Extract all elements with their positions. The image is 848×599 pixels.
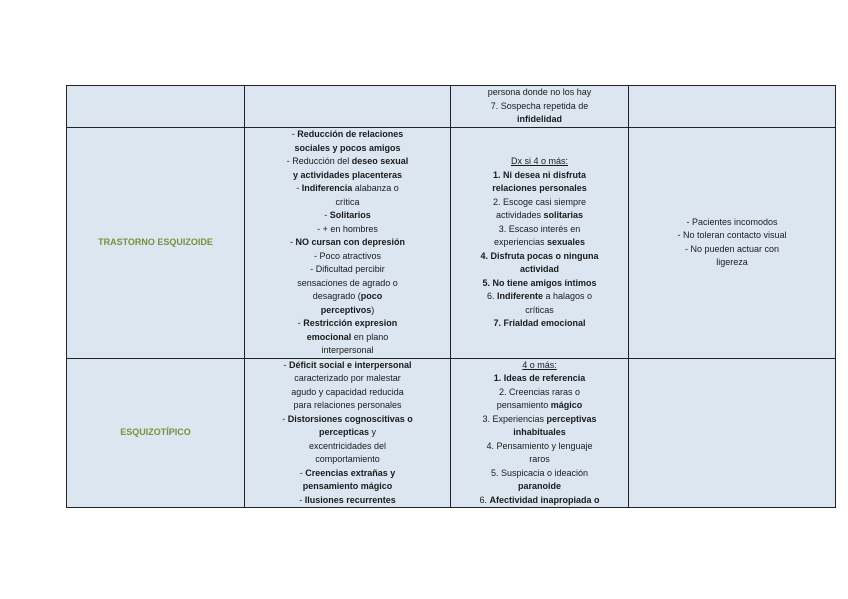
cell-line [632, 243, 832, 257]
text-segment: - [289, 237, 296, 247]
text-segment: 3. Experiencias [482, 413, 547, 424]
text-segment: - [297, 318, 304, 328]
cell-line [248, 304, 447, 318]
text-segment: y actividades placenteras [292, 169, 403, 180]
cell-line [248, 182, 447, 196]
disorder-name-cell [67, 128, 245, 359]
text-segment: - [299, 467, 306, 478]
cell-line [454, 359, 625, 373]
text-segment: raros [529, 454, 550, 464]
cell-line [454, 467, 625, 481]
text-segment: percepticas [318, 427, 369, 437]
cell-line [248, 277, 447, 291]
text-segment: - [282, 413, 288, 424]
features-cell [245, 358, 451, 508]
cell-line [454, 304, 625, 318]
cell-line [454, 263, 625, 277]
notes-cell [629, 86, 836, 128]
cell-line [454, 196, 625, 210]
text-segment: 1. Ni desea ni disfruta [492, 169, 587, 180]
text-segment: - Poco atractivos [313, 250, 382, 261]
cell-line [248, 142, 447, 156]
text-segment: - No toleran contacto visual [677, 230, 787, 241]
text-segment: alabanza o [352, 183, 399, 193]
text-segment: Ilusiones recurrentes [304, 494, 396, 505]
text-segment: comportamiento [315, 454, 380, 464]
text-segment: deseo sexual [351, 156, 409, 166]
text-segment: 6. [486, 291, 497, 301]
text-segment: - + en hombres [317, 223, 378, 234]
cell-line [454, 440, 625, 454]
text-segment: - [283, 359, 289, 370]
text-segment: - No pueden actuar con [684, 243, 780, 254]
text-segment: perceptivos [320, 304, 372, 315]
text-segment: 4. Disfruta pocas o ninguna [480, 250, 599, 261]
text-segment: y [369, 427, 377, 437]
text-segment: 5. No tiene amigos íntimos [482, 277, 597, 288]
notes-cell [629, 358, 836, 508]
text-segment: - Pacientes incomodos [686, 216, 778, 227]
cell-line [632, 229, 832, 243]
features-cell [245, 86, 451, 128]
disorder-name-cell [67, 86, 245, 128]
text-segment: desagrado ( [312, 291, 361, 301]
cell-line [454, 413, 625, 427]
disorders-table [66, 85, 836, 508]
cell-line [248, 169, 447, 183]
text-segment: sociales y pocos amigos [294, 142, 401, 153]
cell-line [248, 480, 447, 494]
text-segment: actividad [519, 264, 559, 274]
cell-line [454, 480, 625, 494]
text-segment: para relaciones personales [293, 400, 402, 410]
cell-line [248, 155, 447, 169]
cell-line [454, 169, 625, 183]
cell-line [454, 250, 625, 264]
cell-line [454, 86, 625, 100]
text-segment: Solitarios [329, 210, 371, 220]
table-row [67, 358, 836, 508]
text-segment: - Dificultad percibir [310, 264, 385, 274]
text-segment: Indiferente [496, 291, 543, 301]
text-segment: Distorsiones cognoscitivas o [287, 413, 413, 424]
notes-cell [629, 128, 836, 359]
cell-line [248, 386, 447, 400]
text-segment: experiencias [493, 237, 547, 247]
criteria-cell [451, 358, 629, 508]
cell-line [454, 223, 625, 237]
text-segment: - [296, 183, 302, 193]
text-segment: - [299, 494, 305, 505]
cell-line [248, 399, 447, 413]
text-segment: 4. Pensamiento y lenguaje [486, 440, 593, 451]
text-segment: 7. Sospecha repetida de [490, 100, 589, 111]
criteria-cell [451, 128, 629, 359]
criteria-cell [451, 86, 629, 128]
cell-line [454, 426, 625, 440]
cell-line [248, 331, 447, 345]
text-segment: poco [360, 291, 383, 301]
text-segment: excentricidades del [308, 440, 387, 451]
text-segment: emocional [306, 331, 352, 342]
text-segment: a halagos o [542, 291, 593, 301]
cell-line [248, 359, 447, 373]
table-row [67, 86, 836, 128]
cell-line [248, 494, 447, 508]
cell-line [454, 100, 625, 114]
text-segment: Restricción expresion [303, 318, 398, 328]
text-segment: Indiferencia [301, 183, 353, 193]
cell-line [248, 440, 447, 454]
text-segment: - [324, 210, 330, 220]
text-segment: agudo y capacidad reducida [291, 386, 404, 397]
cell-line [248, 467, 447, 481]
text-segment: 1. Ideas de referencia [493, 373, 586, 383]
cell-line [248, 128, 447, 142]
cell-line [454, 290, 625, 304]
text-segment: NO cursan con depresión [295, 237, 406, 247]
cell-line [248, 223, 447, 237]
cell-line [454, 386, 625, 400]
disorder-name: TRASTORNO ESQUIZOIDE [98, 237, 213, 247]
text-segment: 6. [479, 494, 490, 505]
text-segment: actividades [495, 210, 544, 220]
cell-line [454, 182, 625, 196]
cell-line [454, 277, 625, 291]
text-segment: pensamiento mágico [302, 481, 393, 491]
cell-line [248, 344, 447, 358]
text-segment: paranoide [517, 481, 561, 491]
text-segment: Dx si 4 o más: [510, 156, 568, 166]
cell-line [248, 250, 447, 264]
cell-line [248, 413, 447, 427]
text-segment: interpersonal [321, 345, 374, 355]
cell-line [248, 236, 447, 250]
cell-line [454, 317, 625, 331]
cell-line [454, 155, 625, 169]
table-row [67, 128, 836, 359]
cell-line [248, 209, 447, 223]
text-segment: solitarias [543, 210, 584, 220]
cell-line [248, 372, 447, 386]
text-segment: 2. Escoge casi siempre [492, 196, 587, 207]
cell-line [454, 494, 625, 508]
text-segment: sexuales [547, 237, 586, 247]
cell-line [248, 196, 447, 210]
text-segment: pensamiento [496, 400, 551, 410]
text-segment: infidelidad [517, 114, 562, 125]
text-segment: 5. Suspicacia o ideación [490, 467, 589, 478]
cell-line [248, 263, 447, 277]
cell-line [454, 209, 625, 223]
text-segment: Reducción de relaciones [297, 129, 404, 139]
cell-line [632, 256, 832, 270]
cell-line [454, 399, 625, 413]
text-segment: Afectividad inapropiada o [489, 494, 600, 505]
text-segment: críticas [525, 304, 554, 315]
text-segment: persona donde no los hay [487, 87, 592, 98]
text-segment: sensaciones de agrado o [297, 277, 398, 288]
text-segment: 3. Escaso interés en [498, 223, 581, 234]
text-segment: Creencias extrañas y [305, 467, 396, 478]
disorder-name: ESQUIZOTÍPICO [120, 427, 191, 437]
text-segment: mágico [550, 400, 583, 410]
disorder-name-cell [67, 358, 245, 508]
text-segment: - [291, 129, 298, 139]
text-segment: perceptivas [546, 413, 597, 424]
text-segment: - Reducción del [286, 156, 352, 166]
text-segment: inhabituales [513, 427, 566, 437]
cell-line [454, 453, 625, 467]
cell-line [248, 453, 447, 467]
features-cell [245, 128, 451, 359]
text-segment: relaciones personales [492, 183, 587, 193]
cell-line [248, 317, 447, 331]
text-segment: en plano [351, 331, 389, 342]
text-segment: ligereza [716, 257, 748, 268]
cell-line [454, 372, 625, 386]
cell-line [632, 216, 832, 230]
text-segment: crítica [335, 196, 360, 207]
cell-line [454, 113, 625, 127]
text-segment: ) [371, 304, 375, 315]
text-segment: 4 o más: [522, 359, 557, 370]
cell-line [454, 236, 625, 250]
text-segment: 2. Creencias raras o [498, 386, 581, 397]
text-segment: Déficit social e interpersonal [288, 359, 412, 370]
cell-line [248, 426, 447, 440]
text-segment: caracterizado por malestar [294, 373, 401, 383]
text-segment: 7. Frialdad emocional [493, 318, 586, 328]
cell-line [248, 290, 447, 304]
